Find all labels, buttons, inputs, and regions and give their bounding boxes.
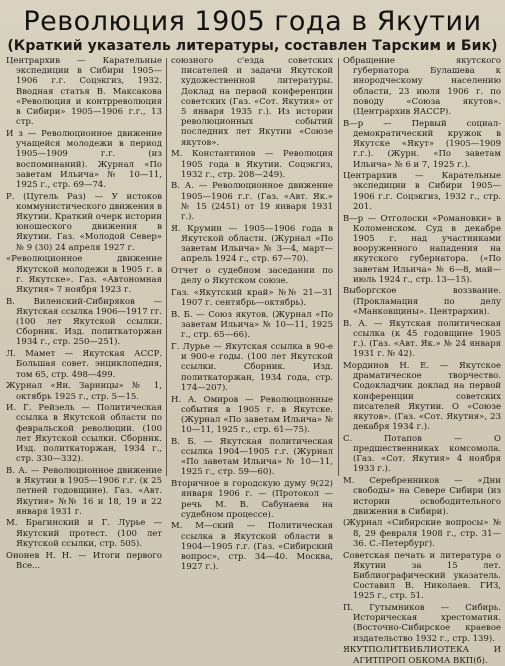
bibliography-entry: Советская печать и литература о Якутии за 15 лет. Библиографический указатель. Составил В. Николаев. ГИЗ, 1925 г., стр. 51. — [343, 550, 501, 602]
bibliography-entry: Газ. «Якутский край» №№ 21—31 1907 г. сентябрь—октябрь). — [171, 287, 333, 309]
bibliography-entry: В—р — Отголоски «Романовки» в Коломенском. Суд в декабре 1905 г. над участниками вооруженного нападения на якутского губернатора. («По заветам Ильича» № 6—8, май—июль 1924 г., стр. 13—15). — [343, 213, 501, 285]
column-3 — [343, 56, 501, 666]
bibliography-entry: П. Гутымников — Сибирь. Историческая хрестоматия. (Восточно-Сибирское краевое издательство 1932 г., стр. 139). — [343, 603, 501, 644]
bibliography-entry: В—р — Первый социал-демократический кружок в Якутске «Якут» (1905—1909 г.г.). (Журн. «По заветам Ильича» № 6 и 7, 1925 г.). — [343, 118, 501, 170]
bibliography-entry: Л. Мамет — Якутская АССР. Большая совет. энциклопедия, том 65, стр. 498—499. — [6, 349, 162, 380]
bibliography-entry: М. Брагинский и Г. Лурье — Якутский протест. (100 лет Якутской ссылки, стр. 505). — [6, 518, 162, 549]
bibliography-entry: В. А. — Революционное движение в Якутии в 1905—1906 г.г. (к 25 летней годовщине). Газ. «Авт. Якутия» №№ 16 и 18, 19 и 22 января 1931 г. — [6, 465, 162, 517]
bibliography-entry: «Революционное движение Якутской молодежи в 1905 г. в г. Якутске». Газ. «Автономная Якутия» 7 ноября 1923 г. — [6, 254, 162, 295]
bibliography-entry: М. М—ский — Политическая ссылка в Якутской области в 1904—1905 г.г. (Газ. «Сибирский вопрос», стр. 34—40. Москва, 1927 г.). — [171, 521, 333, 573]
column-1 — [6, 56, 162, 571]
bibliography-entry: Р. (Цугель Раз) — У истоков коммунистического движения в Якутии. Краткий очерк истории юношеского движения в Якутии. Газ. «Молодой Север» № 9 (30) 24 апреля 1927 г. — [6, 191, 162, 253]
bibliography-entry: Г. Лурье — Якутская ссылка в 90-е и 900-е годы. (100 лет Якутской ссылки. Сборник. Изд. политкаторжан, 1934 года, стр. 174—207). — [171, 341, 333, 393]
bibliography-entry: Центрархив — Карательные экспедиции в Сибири 1905—1906 г.г. Соцэкгиз, 1932 г., стр. 201. — [343, 171, 501, 212]
column-2 — [171, 56, 333, 573]
bibliography-entry: (Журнал «Сибирские вопросы» № 8, 29 февраля 1908 г., стр. 31—36. С.-Петербург). — [343, 518, 501, 549]
bibliography-entry: ЯКУТПОЛИТБИБЛИОТЕКА И АГИТПРОП ОБКОМА ВКП(б). — [343, 645, 501, 666]
bibliography-entry: В. А. — Революционное движение 1905—1906 г.г. (Газ. «Авт. Як.» № 15 (2451) от 19 января 1931 г.). — [171, 181, 333, 223]
bibliography-entry: В. Б. — Союз якутов. (Журнал «По заветам Ильича» № 10—11, 1925 г., стр. 65—66). — [171, 309, 333, 341]
bibliography-entry: Центрархив — Карательные экспедиции в Сибири 1905—1906 г.г. Соцэкгиз, 1932. Вводная статья В. Максакова «Революция и контрреволюция в Сибири» 1905—1906 г.г., 13 стр. — [6, 56, 162, 128]
column-divider — [166, 58, 167, 476]
article-subtitle: (Краткий указатель литературы, составлен Тарским и Бик) — [7, 38, 498, 54]
bibliography-entry: С. Потапов — О предшественниках комсомола. (Газ. «Сот. Якутия» 4 ноября 1933 г.). — [343, 433, 501, 475]
bibliography-entry: И з — Революционное движение учащейся молодежи в период 1905—1909 г.г. (из воспоминаний). Журнал «По заветам Ильича» № 10—11, 1925 г., стр. 69—74. — [6, 128, 162, 190]
bibliography-entry: Я. Крумин — 1905—1906 года в Якутской области. (Журнал «По заветам Ильича» № 3—4, март—апрель 1924 г., стр. 67—70). — [171, 223, 333, 265]
bibliography-entry: В. Б. — Якутская политическая ссылка 1904—1905 г.г. (Журнал «По заветам Ильича» № 10—11, 1925 г., стр. 59—60). — [171, 436, 333, 478]
bibliography-entry: Ононев Н. Н. — Итоги первого Все... — [6, 550, 162, 571]
bibliography-entry: Выборгское воззвание. (Прокламация по делу «Манковщины». Центрархив). — [343, 286, 501, 317]
article-title: Революция 1905 года в Якутии — [23, 6, 482, 37]
bibliography-entry: Н. А. Омиров — Революционные события в 1905 г. в Якутске. (Журнал «По заветам Ильича» № 10—11, 1925 г., стр. 61—75). — [171, 394, 333, 436]
column-divider — [338, 58, 339, 476]
bibliography-entry: союзного с'езда советских писателей и задачи Якутской художественной литературы. Доклад на первой конференции советских (Газ. «Сот. Якутия» от 5 января 1935 г.). Из истории революционных событий последних лет Якутии «Союзе якутов». — [171, 56, 333, 148]
bibliography-entry: В. А. — Якутская политическая ссылка (к 45 годовщине 1905 г.). (Газ. «Авт. Як.» № 24 января 1931 г. № 42). — [343, 318, 501, 360]
bibliography-entry: М. Серебренников — «Дни свободы» на Севере Сибири (из истории освободительного движения в Сибири). — [343, 476, 501, 517]
bibliography-entry: Вторичное в городскую думу 9(22) января 1906 г. — (Протокол — речь М. В. Сабунаева на судебном процессе). — [171, 479, 333, 520]
bibliography-entry: Обращение якутского губернатора Булашева к инородческому населению области, 23 июля 1906 г. по поводу «Союза якутов». (Центрархив ЯАССР). — [343, 56, 501, 118]
bibliography-entry: М. Константинов — Революция 1905 года в Якутии. Соцэкгиз, 1932 г., стр. 208—249). — [171, 149, 333, 180]
bibliography-entry: Журнал «Ян. Зарницы» № 1, октябрь 1925 г., стр. 5—15. — [6, 381, 162, 402]
bibliography-entry: И. Г. Рейзель — Политическая ссылка в Якутской области по февральской революции. (100 лет Якутской ссылки. Сборник. Изд. политкаторжан, 1934 г., стр. 330—332). — [6, 403, 162, 465]
bibliography-entry: Мординов Н. Е. — Якутское драматическое творчество. Содокладчик доклад на первой конференции советских писателей Якутии. О «Союзе якутов». (Газ. «Сот. Якутия», 23 декабря 1934 г.). — [343, 360, 501, 433]
bibliography-entry: Отчет о судебном заседании по делу о Якутском союзе. — [171, 266, 333, 287]
bibliography-entry: В. Виленский-Сибиряков — Якутская ссылка 1906—1917 гг. (100 лет Якутской ссылки. Сборник. Изд. политкаторжан 1934 г., стр. 250—251). — [6, 296, 162, 348]
